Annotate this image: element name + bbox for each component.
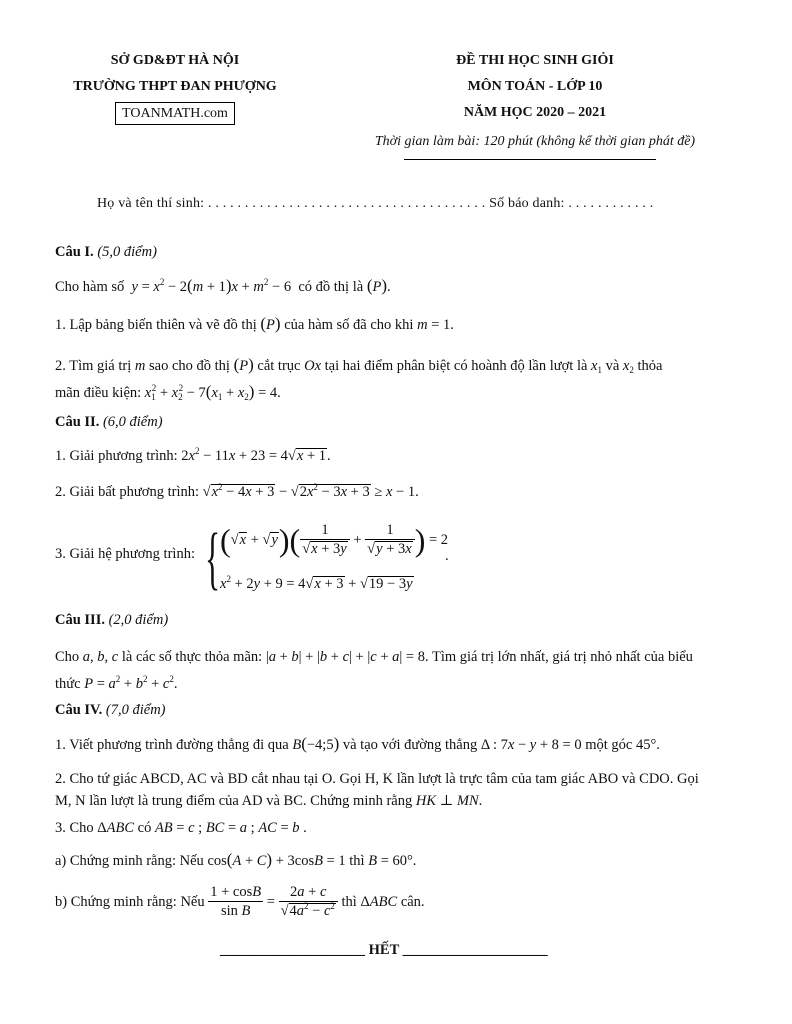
q1-part2-text-3: cắt trục <box>257 358 301 374</box>
q3-points: (2,0 điểm) <box>108 612 169 628</box>
school-year: NĂM HỌC 2020 – 2021 <box>463 105 607 120</box>
q1-part2-text-4: tại hai điểm phân biệt có hoành độ lần lượt là <box>324 358 588 374</box>
q1-part2-text-2: sao cho đồ thị <box>149 358 230 374</box>
q4-part-b-text: b) Chứng minh rằng: Nếu <box>55 894 205 910</box>
q4-part-b-text-2: thì <box>341 894 357 910</box>
q4-part1-text-3: một góc 45°. <box>585 737 660 753</box>
q4-part-a-text-2: thì <box>349 853 365 869</box>
q4-heading <box>55 702 737 719</box>
q1-heading <box>55 244 737 261</box>
q1-title: Câu I. <box>55 244 94 260</box>
q4-part2-line1: 2. Cho tứ giác ABCD, AC và BD cắt nhau tại O. Gọi H, K lần lượt là trực tâm của tam giác ABO và CDO. Gọi <box>55 771 699 787</box>
site-label: TOANMATH.com <box>115 102 235 125</box>
q4-part-a: a) Chứng minh rằng: Nếu cos(A + C) + 3cosB = 1 thì B = 60°. <box>55 850 417 869</box>
q3-heading <box>55 612 737 629</box>
q1-intro-text-2: có đồ thị là <box>298 279 364 295</box>
candidate-line <box>97 196 653 212</box>
exam-title: ĐỀ THI HỌC SINH GIỎI <box>456 53 614 68</box>
q2-points: (6,0 điểm) <box>102 414 163 430</box>
q3-title: Câu III. <box>55 612 105 628</box>
q4-part2-line2: M, N lần lượt là trung điểm của AD và BC. Chứng minh rằng <box>55 793 413 809</box>
q2-title: Câu II. <box>55 414 100 430</box>
q2-part1: 1. Giải phương trình: $2x^2 - 11x + 23 = 4√x + 1$. <box>55 446 331 464</box>
q2-part2: 2. Giải bất phương trình: $√x^2 - 4x + 3 - √2x^2 - 3x + 3 \ge x - 1$. <box>55 482 419 500</box>
q3-text-1: Cho <box>55 649 80 665</box>
system-eq1: (√x + √y)( $\frac{1}{√x + 3y}$ + $\frac{1}{√y + 3x}$ ) = 2 <box>220 522 449 558</box>
q1-part1: 1. Lập bảng biến thiên và vẽ đồ thị (P) của hàm số đã cho khi m = 1. <box>55 314 454 333</box>
system-brace: { <box>205 520 221 597</box>
candidate-name-field: Họ và tên thí sinh: . . . . . . . . . . . . . . . . . . . . . . . . . . . . . . . . . . . . . . <box>97 196 486 211</box>
q4-points: (7,0 điểm) <box>105 702 166 718</box>
subject-grade: MÔN TOÁN - LỚP 10 <box>467 79 603 94</box>
school-name: TRƯỜNG THPT ĐAN PHƯỢNG <box>73 79 277 94</box>
q1-part2-m: m <box>134 358 146 374</box>
q3-text-2: là các số thực thỏa mãn: <box>121 649 263 665</box>
q4-part1-text-2: và tạo với đường thẳng <box>342 737 478 753</box>
system-eq2: $x^2 + 2y + 9 = 4√x + 3 + √19 - 3y$ <box>220 574 413 592</box>
q4-part1: 1. Viết phương trình đường thẳng đi qua B(−4;5) và tạo với đường thẳng Δ : 7x − y + 8 = 0 một góc 45°. <box>55 734 660 753</box>
q1-part1-text: 1. Lập bảng biến thiên và vẽ đồ thị <box>55 317 257 333</box>
q1-part2: 2. Tìm giá trị m sao cho đồ thị (P) cắt trục Ox tại hai điểm phân biệt có hoành độ lần lượt là $x_1$ và $x_2$ thỏa mãn điều kiện: $x_1^2 + x_2^2 - 7(x_1 + x_2) = 4$. <box>55 355 663 402</box>
header-right <box>370 48 700 126</box>
q3-text-3: . Tìm giá trị lớn nhất, giá trị nhỏ nhất của biểu <box>424 649 693 665</box>
time-note: Thời gian làm bài: 120 phút (không kể thời gian phát đề) <box>374 134 696 149</box>
q1-part1-text-2: của hàm số đã cho khi <box>284 317 414 333</box>
q1-function-formula: y <box>127 279 138 295</box>
end-marker: ____________________ HẾT ____________________ <box>220 942 548 958</box>
q1-part2-text-7: mãn điều kiện: <box>55 385 142 401</box>
q1-part2-text: 2. Tìm giá trị <box>55 358 132 374</box>
q2-part3-text: 3. Giải hệ phương trình: <box>55 546 195 562</box>
q4-part1-text: 1. Viết phương trình đường thẳng đi qua <box>55 737 289 753</box>
q3-text-4: thức <box>55 676 81 692</box>
q4-title: Câu IV. <box>55 702 103 718</box>
q1-intro: Cho hàm số $y = x^2 - 2(m + 1)x + m^2 - 6$ có đồ thị là (P). <box>55 276 391 295</box>
q1-intro-text: Cho hàm số <box>55 279 125 295</box>
candidate-id-field: Số báo danh: . . . . . . . . . . . . <box>489 196 654 211</box>
q4-part2: 2. Cho tứ giác ABCD, AC và BD cắt nhau tại O. Gọi H, K lần lượt là trực tâm của tam giác ABO và CDO. Gọi M, N lần lượt là trung điểm của AD và BC. Chứng minh rằng HK ⊥ MN. <box>55 771 699 809</box>
header-left <box>40 48 310 126</box>
q1-points: (5,0 điểm) <box>97 244 157 260</box>
q2-heading <box>55 414 737 431</box>
q2-part3: 3. Giải hệ phương trình: { (√x + √y)( $\frac{1}{√x + 3y}$ + $\frac{1}{√y + 3x}$ ) = 2 $x^2 + 2y + 9 = 4√x + 3 + √19 - 3y$ . <box>55 520 449 597</box>
q4-part-b-text-3: cân. <box>400 894 425 910</box>
q3-text: Cho a, b, c là các số thực thỏa mãn: |a + b| + |b + c| + |c + a| = 8. Tìm giá trị lớn nhất, giá trị nhỏ nhất của biểu thức $P = a^2 + b^2 + c^2$. <box>55 649 693 692</box>
q4-part-b: b) Chứng minh rằng: Nếu $\frac{1 + \cos B}{\text{sin B}}$ = $\frac{2a + c}{√4a^2 - c^2}$ thì ΔABC cân. <box>55 884 425 919</box>
q1-part2-text-6: thỏa <box>637 358 663 374</box>
department-name: SỞ GD&ĐT HÀ NỘI <box>110 53 240 68</box>
q1-part2-text-5: và <box>605 358 620 374</box>
q4-part-a-text: a) Chứng minh rằng: Nếu <box>55 853 204 869</box>
q4-part3-text: 3. Cho <box>55 820 94 836</box>
time-underline <box>404 159 656 160</box>
q2-part2-text: 2. Giải bất phương trình: <box>55 484 199 500</box>
q2-part1-text: 1. Giải phương trình: <box>55 448 178 464</box>
q4-part3: 3. Cho ΔABC có AB = c ; BC = a ; AC = b . <box>55 820 307 836</box>
